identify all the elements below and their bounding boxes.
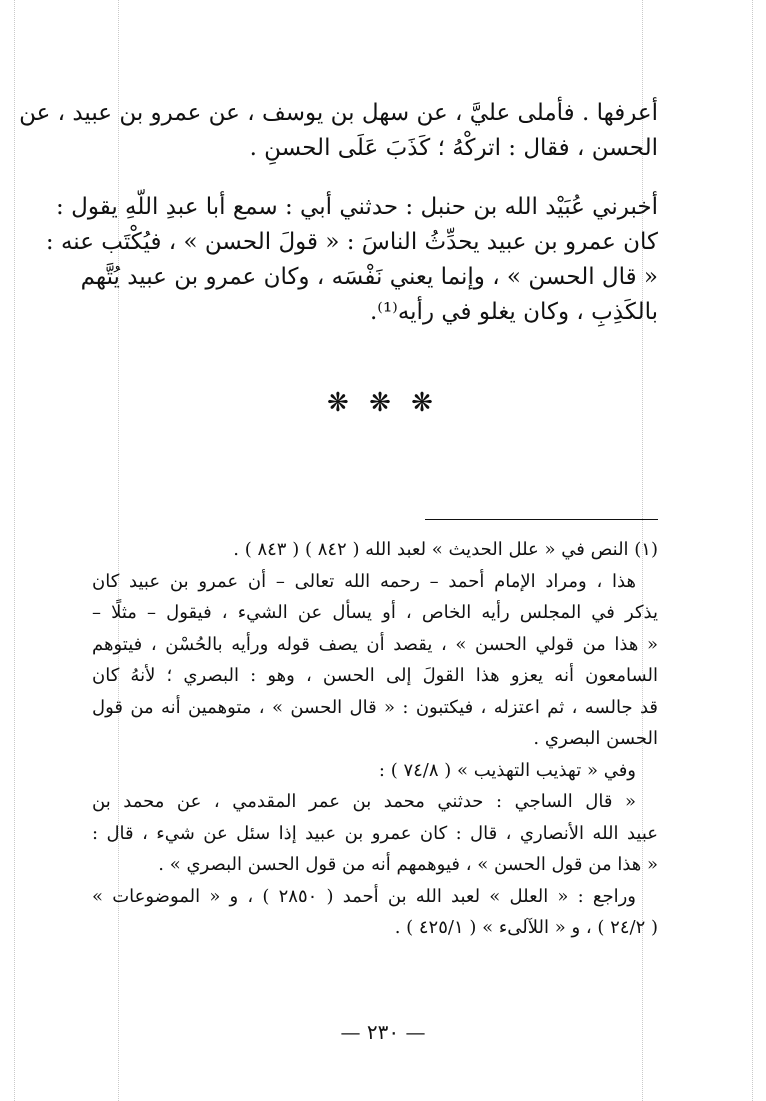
text-line: الحسن ، فقال : اتركْهُ ؛ كَذَبَ عَلَى الحسنِ .: [249, 135, 658, 161]
footnote-line: هذا ، ومراد الإمام أحمد – رحمه الله تعالى – أن عمرو بن عبيد كان: [92, 570, 636, 592]
scan-dotted-line: [14, 0, 15, 1101]
text-line: كان عمرو بن عبيد يحدِّثُ الناسَ : « قولَ الحسن » ، فيُكْتَب عنه :: [45, 229, 658, 255]
footnote-line: قد جالسه ، ثم اعتزله ، فيكتبون : « قال الحسن » ، متوهمين أنه من قول: [92, 696, 658, 718]
footnote-line: يذكر في المجلس رأيه الخاص ، أو يسأل عن الشيء ، فيقول – مثلًا –: [92, 602, 658, 623]
footnote-line: السامعون أنه يعزو هذا القولَ إلى الحسن ، وهو : البصري ؛ لأنهُ كان: [92, 665, 658, 686]
text-line: « قال الحسن » ، وإنما يعني نَفْسَه ، وكان عمرو بن عبيد يُتَّهم: [80, 264, 658, 290]
footnote-line: وفي « تهذيب التهذيب » ( ٧٤/٨ ) :: [378, 759, 636, 781]
section-separator: ❋ ❋ ❋: [327, 388, 439, 418]
scan-dotted-line: [752, 0, 753, 1101]
footnote-rule: [425, 519, 658, 520]
text-line: أخبرني عُبَيْد الله بن حنبل : حدثني أبي : سمع أبا عبدِ اللّهِ يقول :: [56, 194, 658, 220]
text-line: أعرفها . فأملى عليَّ ، عن سهل بن يوسف ، عن عمرو بن عبيد ، عن: [19, 100, 658, 126]
footnote-line: « هذا من قولي الحسن » ، يقصد أن يصف قوله ورأيه بالحُسْن ، فيتوهم: [92, 633, 658, 655]
footnote-line: « هذا من قول الحسن » ، فيوهمهم أنه من قول الحسن البصري » .: [158, 854, 658, 875]
text-line: بالكَذِبِ ، وكان يغلو في رأيه⁽¹⁾.: [369, 299, 658, 325]
footnotes: [92, 534, 658, 944]
footnote-line: عبيد الله الأنصاري ، قال : كان عمرو بن عبيد إذا سئل عن شيء ، قال :: [92, 822, 658, 844]
main-text: [19, 96, 658, 330]
footnote-line: ( ٢٤/٢ ) ، و « اللآلىء » ( ٤٢٥/١ ) .: [394, 917, 658, 938]
footnote-line: الحسن البصري .: [533, 728, 658, 749]
footnote-line: وراجع : « العلل » لعبد الله بن أحمد ( ٢٨٥٠ ) ، و « الموضوعات »: [92, 885, 636, 907]
footnote-line: « قال الساجي : حدثني محمد بن عمر المقدمي ، عن محمد بن: [92, 791, 636, 812]
page-number: — ٢٣٠ —: [340, 1020, 426, 1044]
footnote-line: (١) النص في « علل الحديث » لعبد الله ( ٨٤٢ ) ( ٨٤٣ ) .: [233, 539, 658, 560]
